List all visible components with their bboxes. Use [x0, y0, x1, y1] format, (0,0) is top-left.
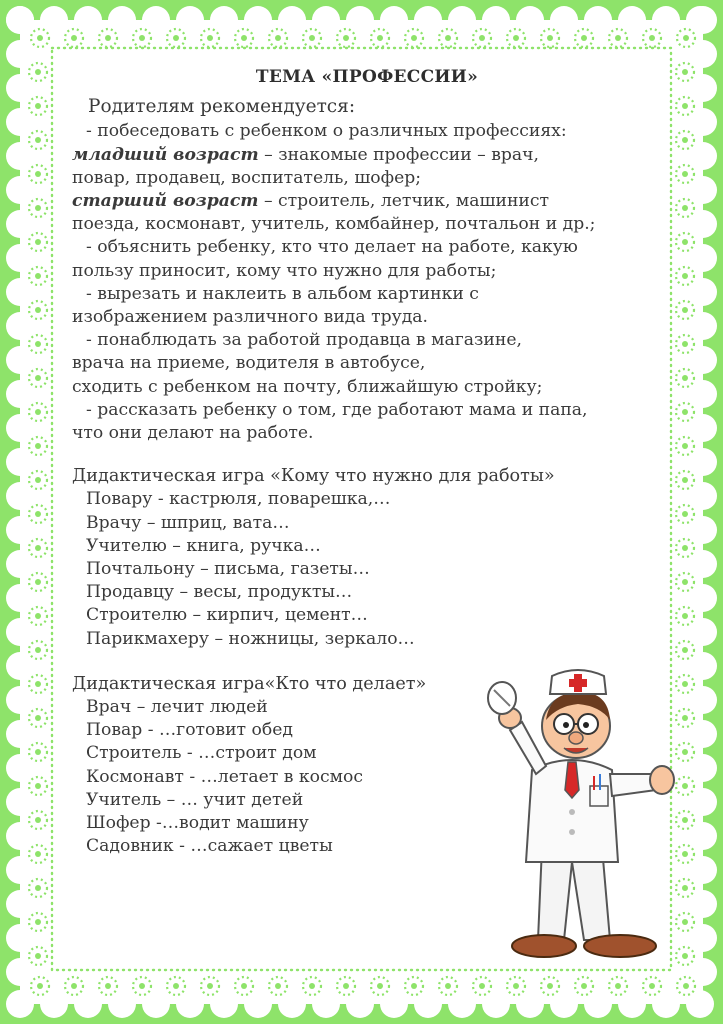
game1-item: Почтальону – письма, газеты…: [86, 559, 370, 580]
rec-line: что они делают на работе.: [72, 423, 314, 444]
rec-line: - побеседовать с ребенком о различных профессиях:: [86, 121, 567, 142]
rec-line: врача на приеме, водителя в автобусе,: [72, 353, 426, 374]
doctor-illustration: [480, 662, 680, 972]
game2-item: Врач – лечит людей: [86, 697, 268, 718]
rec-text: – строитель, летчик, машинист: [258, 191, 550, 212]
rec-text: – знакомые профессии – врач,: [258, 144, 539, 165]
game1-title: Дидактическая игра «Кому что нужно для работы»: [72, 466, 555, 487]
younger-age-label: младший возраст: [72, 144, 259, 165]
rec-line: пользу приносит, кому что нужно для работы;: [72, 260, 497, 281]
game2-item: Повар - …готовит обед: [86, 720, 293, 741]
game2-item: Учитель – … учит детей: [86, 789, 304, 810]
page-title: ТЕМА «ПРОФЕССИИ»: [255, 67, 479, 87]
game2-item: Строитель - …строит дом: [86, 743, 317, 764]
game1-item: Парикмахеру – ножницы, зеркало…: [86, 628, 415, 649]
game1-item: Строителю – кирпич, цемент…: [86, 605, 368, 626]
rec-line: повар, продавец, воспитатель, шофер;: [72, 167, 422, 188]
rec-line: поезда, космонавт, учитель, комбайнер, почтальон и др.;: [72, 214, 596, 235]
older-age-label: старший возраст: [72, 191, 259, 212]
rec-line: - рассказать ребенку о том, где работают мама и папа,: [86, 399, 588, 420]
game1-item: Врачу – шприц, вата…: [86, 512, 290, 533]
game1-item: Продавцу – весы, продукты…: [86, 582, 353, 603]
rec-line: - вырезать и наклеить в альбом картинки с: [86, 283, 479, 304]
rec-line: - объяснить ребенку, кто что делает на работе, какую: [86, 237, 578, 258]
rec-line: сходить с ребенком на почту, ближайшую стройку;: [72, 376, 543, 397]
game2-item: Шофер -…водит машину: [86, 813, 309, 834]
rec-line: - понаблюдать за работой продавца в магазине,: [86, 330, 522, 351]
game1-item: Повару - кастрюля, поварешка,…: [86, 489, 391, 510]
game2-item: Садовник - …сажает цветы: [86, 836, 333, 857]
game2-title: Дидактическая игра«Кто что делает»: [72, 673, 427, 694]
game2-item: Космонавт - …летает в космос: [86, 766, 363, 787]
intro-heading: Родителям рекомендуется:: [88, 96, 356, 118]
rec-line: изображением различного вида труда.: [72, 307, 428, 328]
rec-line: [72, 190, 662, 213]
game1-item: Учителю – книга, ручка…: [86, 535, 321, 556]
rec-line: [72, 144, 662, 167]
